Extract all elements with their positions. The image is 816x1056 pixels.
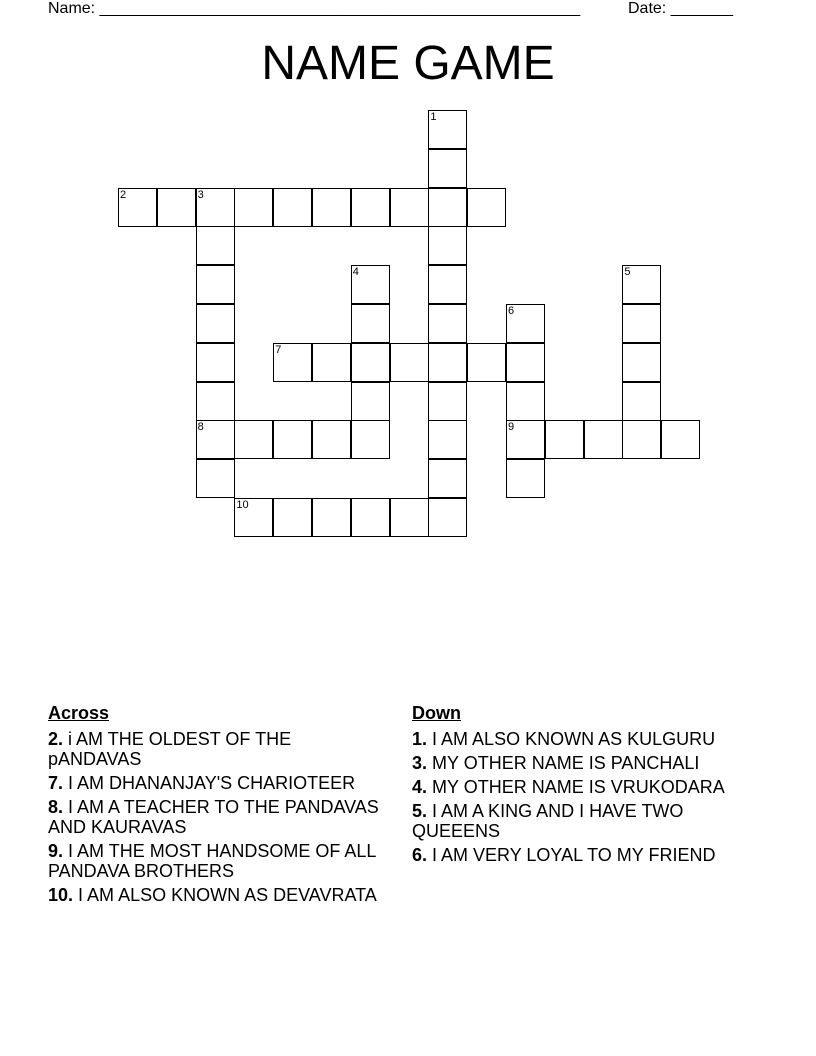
clue-number: 3. — [412, 753, 428, 773]
crossword-cell[interactable] — [428, 498, 467, 537]
crossword-cell[interactable] — [196, 343, 235, 382]
crossword-cell[interactable] — [351, 420, 390, 459]
crossword-cell[interactable] — [506, 459, 545, 498]
crossword-cell[interactable] — [157, 188, 196, 227]
crossword-cell[interactable] — [234, 188, 273, 227]
crossword-cell[interactable] — [584, 420, 623, 459]
crossword-cell[interactable] — [428, 226, 467, 265]
across-clue — [48, 729, 388, 769]
across-clue — [48, 841, 388, 881]
clue-number: 5. — [412, 801, 428, 821]
crossword-cell[interactable] — [351, 498, 390, 537]
crossword-cell[interactable] — [196, 459, 235, 498]
crossword-cell[interactable] — [467, 343, 506, 382]
crossword-cell[interactable] — [428, 149, 467, 188]
crossword-cell[interactable] — [622, 265, 661, 304]
down-clue — [412, 753, 762, 773]
crossword-cell[interactable] — [506, 420, 545, 459]
clue-text: MY OTHER NAME IS PANCHALI — [432, 753, 700, 773]
crossword-cell[interactable] — [312, 498, 351, 537]
crossword-cell[interactable] — [506, 343, 545, 382]
crossword-cell[interactable] — [196, 420, 235, 459]
across-clue — [48, 797, 388, 837]
clue-text: I AM ALSO KNOWN AS KULGURU — [432, 729, 716, 749]
crossword-cell[interactable] — [351, 304, 390, 343]
crossword-cell[interactable] — [273, 343, 312, 382]
name-field-label: Name: ______________________________________________________ — [48, 0, 581, 17]
clue-number: 1. — [412, 729, 428, 749]
crossword-cell[interactable] — [390, 498, 429, 537]
crossword-cell[interactable] — [196, 304, 235, 343]
cell-number: 4 — [352, 266, 359, 279]
clue-text: I AM A TEACHER TO THE PANDAVAS AND KAURAVAS — [48, 797, 379, 837]
cell-number: 10 — [236, 499, 249, 511]
cell-number: 2 — [120, 188, 127, 201]
down-clue — [412, 729, 762, 749]
down-clues — [412, 702, 762, 869]
crossword-cell[interactable] — [428, 304, 467, 343]
crossword-cell[interactable] — [196, 188, 235, 227]
clue-number: 10. — [48, 885, 74, 905]
page-title: NAME GAME — [261, 37, 555, 90]
clue-text: I AM ALSO KNOWN AS DEVAVRATA — [78, 885, 377, 905]
clue-text: I AM THE MOST HANDSOME OF ALL PANDAVA BROTHERS — [48, 841, 376, 881]
clue-number: 9. — [48, 841, 64, 861]
crossword-cell[interactable] — [506, 304, 545, 343]
crossword-cell[interactable] — [234, 420, 273, 459]
cell-number: 5 — [624, 266, 631, 279]
cell-number: 8 — [197, 421, 204, 434]
crossword-cell[interactable] — [312, 420, 351, 459]
clue-number: 6. — [412, 845, 428, 865]
crossword-cell[interactable] — [428, 459, 467, 498]
crossword-cell[interactable] — [351, 188, 390, 227]
crossword-cell[interactable] — [428, 265, 467, 304]
crossword-cell[interactable] — [428, 188, 467, 227]
clue-number: 8. — [48, 797, 64, 817]
crossword-cell[interactable] — [428, 110, 467, 149]
across-heading: Across — [48, 703, 110, 723]
crossword-cell[interactable] — [428, 343, 467, 382]
crossword-cell[interactable] — [196, 382, 235, 421]
crossword-cell[interactable] — [428, 382, 467, 421]
across-clues — [48, 702, 388, 909]
crossword-cell[interactable] — [622, 420, 661, 459]
crossword-cell[interactable] — [312, 188, 351, 227]
crossword-cell[interactable] — [273, 420, 312, 459]
down-clue — [412, 845, 762, 865]
crossword-cell[interactable] — [428, 420, 467, 459]
crossword-cell[interactable] — [273, 498, 312, 537]
cell-number: 9 — [508, 421, 515, 434]
crossword-cell[interactable] — [622, 343, 661, 382]
clue-text: I AM DHANANJAY'S CHARIOTEER — [68, 773, 356, 793]
crossword-cell[interactable] — [467, 188, 506, 227]
clue-text: i AM THE OLDEST OF THE pANDAVAS — [48, 729, 292, 769]
crossword-cell[interactable] — [661, 420, 700, 459]
cell-number: 3 — [197, 188, 204, 201]
crossword-cell[interactable] — [351, 343, 390, 382]
cell-number: 1 — [430, 111, 437, 123]
cell-number: 7 — [275, 343, 282, 356]
across-clue — [48, 773, 388, 793]
crossword-cell[interactable] — [545, 420, 584, 459]
crossword-cell[interactable] — [390, 343, 429, 382]
crossword-cell[interactable] — [506, 382, 545, 421]
crossword-cell[interactable] — [622, 304, 661, 343]
clue-number: 2. — [48, 729, 64, 749]
crossword-cell[interactable] — [273, 188, 312, 227]
date-field-label: Date: _______ — [628, 0, 733, 17]
crossword-cell[interactable] — [118, 188, 157, 227]
crossword-cell[interactable] — [196, 265, 235, 304]
clue-text: MY OTHER NAME IS VRUKODARA — [432, 777, 725, 797]
crossword-cell[interactable] — [234, 498, 273, 537]
crossword-cell[interactable] — [351, 265, 390, 304]
crossword-cell[interactable] — [351, 382, 390, 421]
clue-text: I AM VERY LOYAL TO MY FRIEND — [432, 845, 716, 865]
cell-number: 6 — [508, 305, 515, 317]
clue-number: 4. — [412, 777, 428, 797]
down-heading: Down — [412, 703, 461, 723]
across-clue — [48, 885, 388, 905]
clue-number: 7. — [48, 773, 64, 793]
down-clue — [412, 777, 762, 797]
crossword-cell[interactable] — [390, 188, 429, 227]
crossword-cell[interactable] — [622, 382, 661, 421]
clue-text: I AM A KING AND I HAVE TWO QUEEENS — [412, 801, 684, 841]
crossword-cell[interactable] — [312, 343, 351, 382]
down-clue — [412, 801, 762, 841]
crossword-cell[interactable] — [196, 226, 235, 265]
